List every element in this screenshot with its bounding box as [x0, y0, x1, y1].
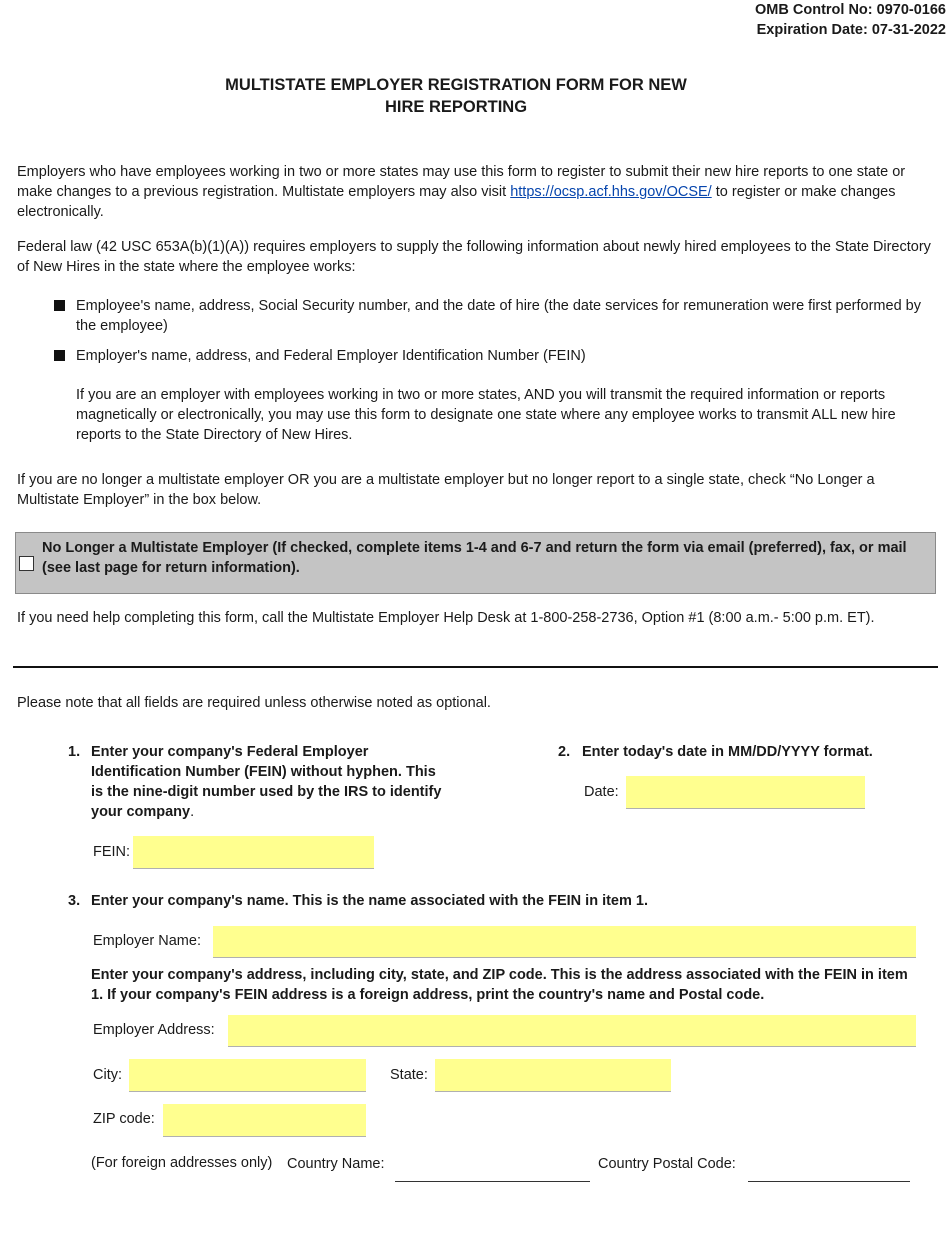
item-1-question-text: Enter your company's Federal Employer Identification Number (FEIN) without hyphen. This is the nine-digit number used by the IRS to identify your company [91, 744, 442, 820]
section-divider [13, 666, 938, 668]
foreign-address-note: (For foreign addresses only) [91, 1155, 273, 1171]
state-label: State: [390, 1067, 428, 1083]
ocse-registration-link[interactable]: https://ocsp.acf.hhs.gov/OCSE/ [510, 184, 712, 200]
intro-paragraph-2: Federal law (42 USC 653A(b)(1)(A)) requires employers to supply the following information about newly hired employees to the State Directory of New Hires in the state where the employee works: [17, 239, 931, 275]
address-instruction: Enter your company's address, including city, state, and ZIP code. This is the address associated with the FEIN in item 1. If your company's FEIN address is a foreign address, print the country's name and Postal code. [91, 967, 908, 1003]
zip-code-input[interactable] [163, 1104, 366, 1137]
form-title-line1: MULTISTATE EMPLOYER REGISTRATION FORM FOR NEW [225, 76, 687, 94]
country-name-label: Country Name: [287, 1156, 385, 1172]
intro-paragraph-1 [17, 162, 932, 222]
employer-address-label: Employer Address: [93, 1022, 215, 1038]
country-postal-code-input[interactable] [748, 1158, 910, 1182]
date-input[interactable] [626, 776, 865, 809]
no-longer-multistate-label: No Longer a Multistate Employer (If checked, complete items 1-4 and 6-7 and return the form via email (preferred), fax, or mail (see last page for return information). [42, 540, 907, 576]
intro-paragraph-3: If you are an employer with employees working in two or more states, AND you will transmit the required information or reports magnetically or electronically, you may use this form to designate one state where any employee works to transmit ALL new hire reports to the State Directory of New Hires. [76, 387, 896, 443]
item-1-number: 1. [68, 744, 81, 760]
country-postal-code-label: Country Postal Code: [598, 1156, 736, 1172]
bullet-square-icon [54, 350, 65, 361]
fein-input[interactable] [133, 836, 374, 869]
item-3-question: Enter your company's name. This is the name associated with the FEIN in item 1. [91, 893, 649, 909]
city-input[interactable] [129, 1059, 366, 1092]
required-fields-note: Please note that all fields are required unless otherwise noted as optional. [17, 695, 491, 711]
expiration-date: Expiration Date: 07-31-2022 [756, 22, 946, 38]
form-title [0, 74, 912, 118]
employer-name-label: Employer Name: [93, 933, 201, 949]
item-3-number: 3. [68, 893, 81, 909]
omb-info [755, 0, 946, 40]
fein-label: FEIN: [93, 844, 131, 860]
no-longer-multistate-checkbox[interactable] [19, 556, 34, 571]
bullet-employer-info: Employer's name, address, and Federal Employer Identification Number (FEIN) [76, 348, 586, 364]
date-label: Date: [584, 784, 619, 800]
bullet-employee-info: Employee's name, address, Social Security number, and the date of hire (the date services for remuneration were first performed by the employee) [76, 298, 921, 334]
item-2-number: 2. [558, 744, 571, 760]
item-1-question [91, 742, 451, 822]
bullet-square-icon [54, 300, 65, 311]
intro-paragraph-4: If you are no longer a multistate employer OR you are a multistate employer but no longer report to a single state, check “No Longer a Multistate Employer” in the box below. [17, 472, 875, 508]
employer-address-input[interactable] [228, 1015, 916, 1047]
intro-text-before-link: Employers who have employees working in two or more states may use this form to register to submit their new hire reports to one state or make changes to a previous registration. Multistate employers may also visit [17, 164, 906, 200]
state-input[interactable] [435, 1059, 671, 1092]
employer-name-input[interactable] [213, 926, 916, 958]
item-1-question-period: . [190, 804, 195, 820]
country-name-input[interactable] [395, 1158, 590, 1182]
intro-text-after-link: to register or make changes electronically. [17, 184, 896, 220]
form-title-line2: HIRE REPORTING [384, 98, 528, 116]
item-2-question: Enter today's date in MM/DD/YYYY format. [582, 744, 873, 760]
zip-code-label: ZIP code: [93, 1111, 155, 1127]
city-label: City: [93, 1067, 122, 1083]
omb-control-number: OMB Control No: 0970-0166 [755, 2, 946, 18]
help-desk-text: If you need help completing this form, call the Multistate Employer Help Desk at 1-800-258-2736, Option #1 (8:00 a.m.- 5:00 p.m. ET). [17, 610, 875, 626]
